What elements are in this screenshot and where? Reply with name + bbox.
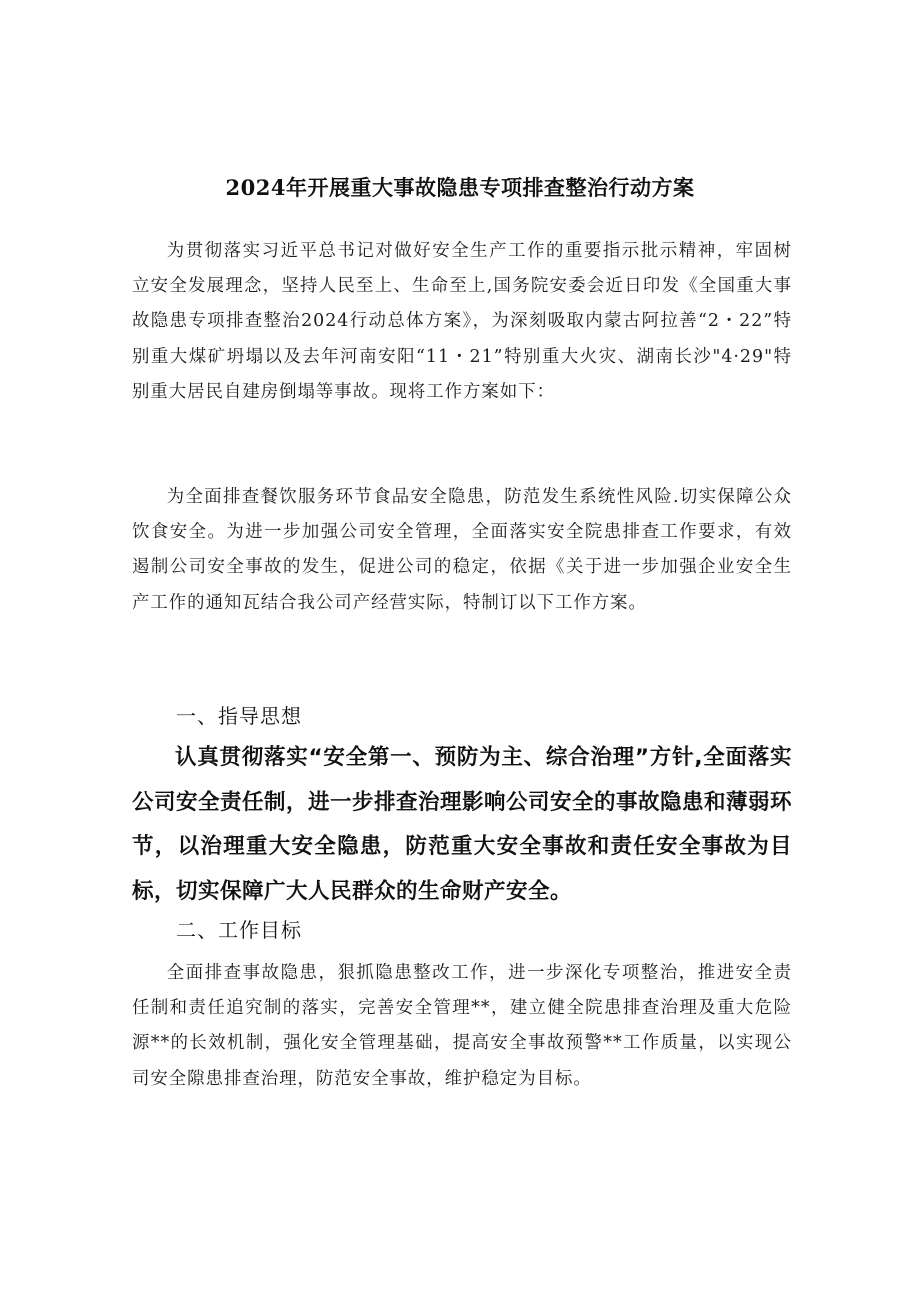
intro-paragraph: 为贯彻落实习近平总书记对做好安全生产工作的重要指示批示精神，牢固树立安全发展理念，坚持人民至上、生命至上,国务院安委会近日印发《全国重大事故隐患专项排查整治2024行动总体方案》，为深刻吸取内蒙古阿拉善“2・22”特别重大煤矿坍塌以及去年河南安阳“11・21”特别重大火灾、湖南长沙"4·29"特别重大居民自建房倒塌等事故。现将工作方案如下：: [132, 241, 792, 402]
purpose-paragraph: 为全面排查餐饮服务环节食品安全隐患，防范发生系统性风险.切实保障公众饮食安全。为进一步加强公司安全管理，全面落实安全院患排查工作要求，有效遏制公司安全事故的发生，促进公司的稳定，依据《关于进一步加强企业安全生产工作的通知瓦结合我公司产经营实际，特制订以下工作方案。: [132, 487, 792, 613]
section2-paragraph: 全面排查事故隐患，狠抓隐患整改工作，进一步深化专项整治，推进安全责任制和责任追究制的落实，完善安全管理**，建立健全院患排查治理及重大危险源**的长效机制，强化安全管理基础，提高安全事故预警**工作质量，以实现公司安全隙患排查治理，防范安全事故，维护稳定为目标。: [132, 963, 792, 1089]
section1-block: [132, 736, 792, 914]
document-title: 2024年开展重大事故隐患专项排查整治行动方案: [225, 175, 695, 200]
section-heading-guiding-thought: 一、指导思想: [176, 704, 302, 728]
section2-block: [132, 956, 792, 1097]
section-heading-work-goals: 二、工作目标: [176, 918, 302, 942]
intro-block: [132, 234, 792, 410]
section1-paragraph: 认真贯彻落实“安全第一、预防为主、综合治理”方针,全面落实公司安全责任制，进一步排查治理影响公司安全的事故隐患和薄弱环节，以治理重大安全隐患，防范重大安全事故和责任安全事故为目标，切实保障广大人民群众的生命财产安全。: [132, 745, 793, 904]
purpose-block: [132, 480, 792, 621]
